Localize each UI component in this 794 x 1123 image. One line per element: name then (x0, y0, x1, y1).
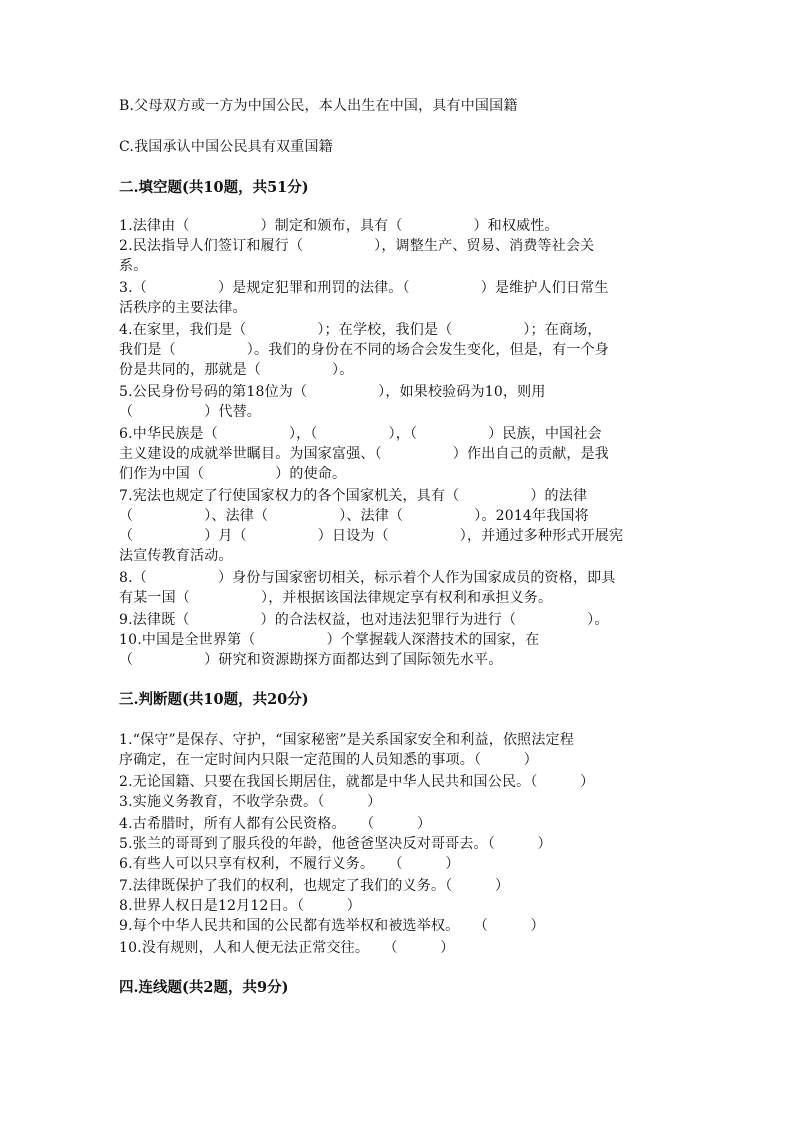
fill-line: （ ）研究和资源勘探方面都达到了国际领先水平。 (119, 652, 503, 668)
fill-line: 9.法律既（ ）的合法权益，也对违法犯罪行为进行（ ）。 (119, 612, 609, 628)
judge-line: 4.古希腊时，所有人都有公民资格。 （ ） (119, 816, 432, 832)
judge-line: 序确定，在一定时间内只限一定范围的人员知悉的事项。（ ） (119, 752, 538, 768)
fill-line: （ ）代替。 (119, 404, 261, 420)
option-b: B.父母双方或一方为中国公民，本人出生在中国，具有中国国籍 (119, 98, 518, 114)
fill-line: 们作为中国（ ）的使命。 (119, 466, 347, 482)
fill-line: 主义建设的成就举世瞩目。为国家富强、（ ）作出自己的贡献，是我 (119, 446, 609, 462)
fill-line: 法宣传教育活动。 (119, 548, 233, 564)
judge-section-heading: 三.判断题(共10题，共20分) (119, 691, 309, 708)
judge-line: 7.法律既保护了我们的权利，也规定了我们的义务。（ ） (119, 878, 510, 894)
fill-line: 系。 (119, 258, 148, 274)
fill-line: 6.中华民族是（ ），（ ），（ ）民族，中国社会 (119, 426, 602, 442)
judge-line: 10.没有规则，人和人便无法正常交往。 （ ） (119, 940, 455, 956)
judge-line: 5.张兰的哥哥到了服兵役的年龄，他爸爸坚决反对哥哥去。（ ） (119, 836, 552, 852)
fill-line: （ ）月（ ）日设为（ ），并通过多种形式开展宪 (119, 528, 624, 544)
judge-line: 2.无论国籍、只要在我国长期居住，就都是中华人民共和国公民。（ ） (119, 774, 595, 790)
judge-line: 9.每个中华人民共和国的公民都有选举权和被选举权。 （ ） (119, 918, 545, 934)
fill-line: 4.在家里，我们是（ ）；在学校，我们是（ ）；在商场， (119, 322, 602, 338)
fill-line: 有某一国（ ），并根据该国法律规定享有权利和承担义务。 (119, 590, 553, 606)
fill-line: 3.（ ）是规定犯罪和刑罚的法律。（ ）是维护人们日常生 (119, 280, 609, 296)
fill-line: 1.法律由（ ）制定和颁布，具有（ ）和权威性。 (119, 218, 559, 234)
fill-line: 7.宪法也规定了行使国家权力的各个国家机关，具有（ ）的法律 (119, 488, 588, 504)
match-section-heading: 四.连线题(共2题，共9分) (119, 979, 289, 996)
fill-line: 10.中国是全世界第（ ）个掌握载人深潜技术的国家，在 (119, 632, 540, 648)
fill-line: 份是共同的，那就是（ ）。 (119, 362, 354, 378)
judge-line: 6.有些人可以只享有权利，不履行义务。 （ ） (119, 856, 460, 872)
judge-line: 1.“保守”是保存、守护，“国家秘密”是关系国家安全和利益，依照法定程 (119, 732, 574, 748)
fill-section-heading: 二.填空题(共10题，共51分) (119, 179, 309, 196)
fill-line: 8.（ ）身份与国家密切相关，标示着个人作为国家成员的资格，即具 (119, 570, 616, 586)
option-c: C.我国承认中国公民具有双重国籍 (119, 139, 333, 155)
fill-line: （ ）、法律（ ）、法律（ ）。2014年我国将 (119, 508, 589, 524)
judge-line: 3.实施义务教育，不收学杂费。（ ） (119, 794, 382, 810)
fill-line: 活秩序的主要法律。 (119, 300, 247, 316)
judge-line: 8.世界人权日是12月12日。（ ） (119, 898, 361, 914)
fill-line: 我们是（ ）。我们的身份在不同的场合会发生变化，但是，有一个身 (119, 342, 609, 358)
fill-line: 5.公民身份号码的第18位为（ ），如果校验码为10，则用 (119, 384, 546, 400)
fill-line: 2.民法指导人们签订和履行（ ），调整生产、贸易、消费等社会关 (119, 238, 595, 254)
